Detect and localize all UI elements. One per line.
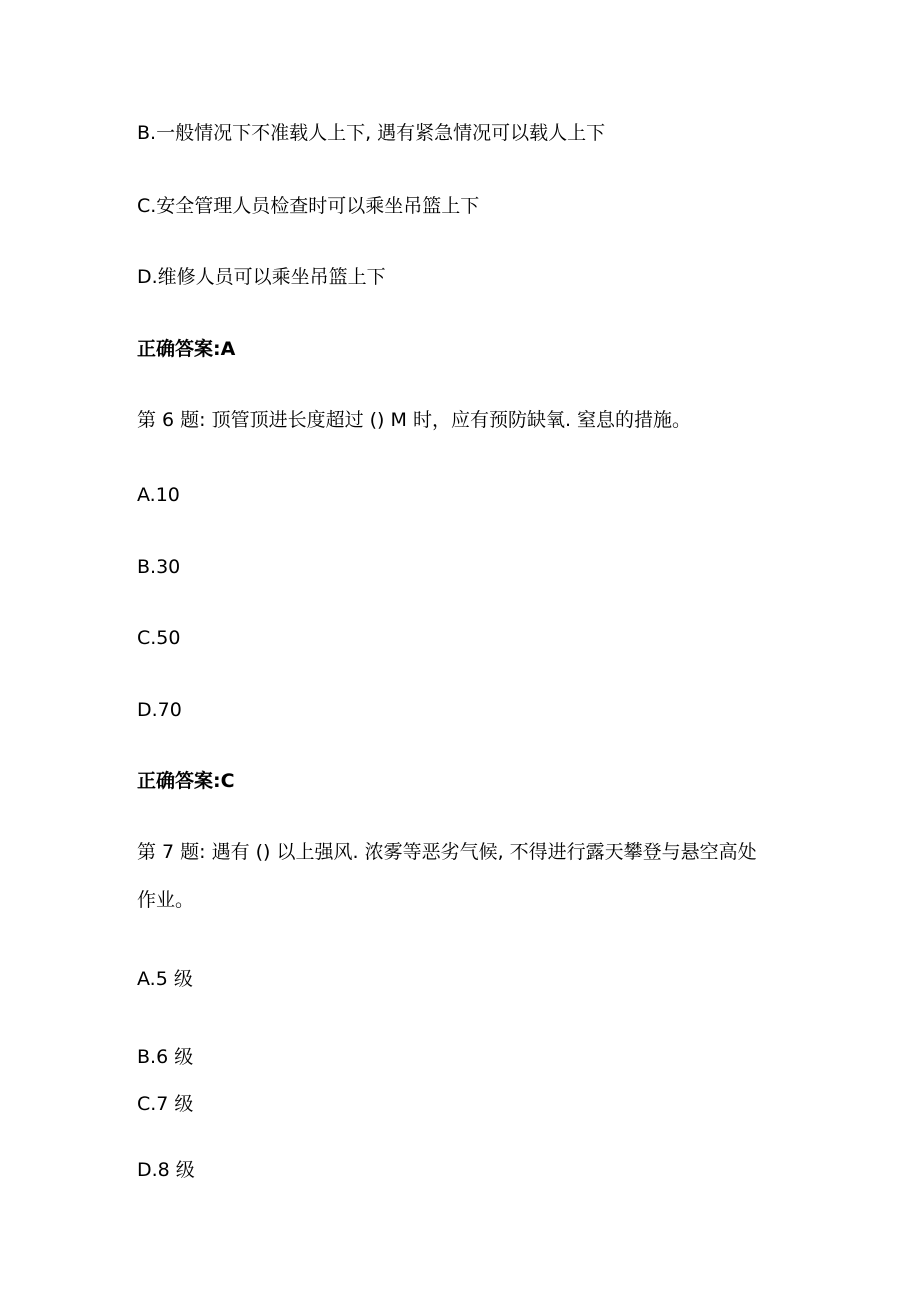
q7-option-d: D.8 级 — [137, 1159, 195, 1181]
q7-question-line2: 作业。 — [137, 889, 195, 911]
q5-option-d: D.维修人员可以乘坐吊篮上下 — [137, 266, 386, 288]
q5-option-b: B.一般情况下不准载人上下, 遇有紧急情况可以载人上下 — [137, 122, 606, 144]
q6-option-d: D.70 — [137, 699, 182, 721]
q6-option-a: A.10 — [137, 484, 180, 506]
q6-option-b: B.30 — [137, 556, 181, 578]
q6-option-c: C.50 — [137, 627, 181, 649]
q7-option-b: B.6 级 — [137, 1046, 194, 1068]
q5-answer: 正确答案:A — [137, 338, 236, 360]
q7-option-c: C.7 级 — [137, 1093, 194, 1115]
q7-question-line1: 第 7 题: 遇有 () 以上强风. 浓雾等恶劣气候, 不得进行露天攀登与悬空高处 — [137, 841, 757, 863]
q7-option-a: A.5 级 — [137, 968, 193, 990]
q6-answer: 正确答案:C — [137, 770, 235, 792]
q5-option-c: C.安全管理人员检查时可以乘坐吊篮上下 — [137, 195, 480, 217]
q6-question: 第 6 题: 顶管顶进长度超过 () M 时，应有预防缺氧. 窒息的措施。 — [137, 409, 692, 431]
